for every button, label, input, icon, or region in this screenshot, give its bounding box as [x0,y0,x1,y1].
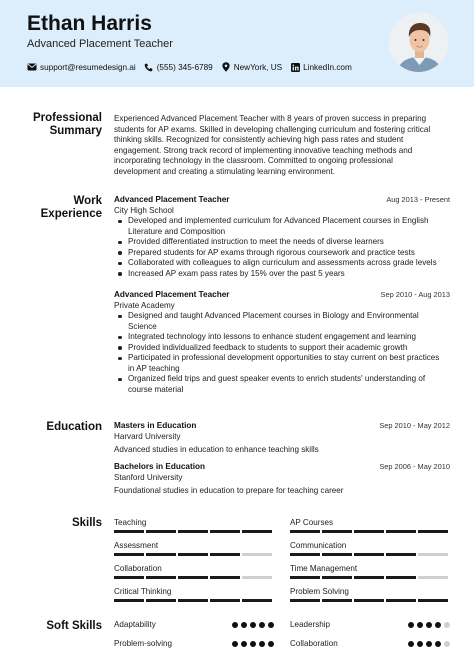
phone-icon [144,62,154,72]
soft-skill-level-dot [259,622,265,628]
skill-level-segment [210,576,240,579]
job-bullet: Developed and implemented curriculum for Advanced Placement courses in English Literature and Composition [114,216,450,237]
skill-level-segment [322,599,352,602]
soft-skill-level-dot [232,622,238,628]
soft-skill-level-dots [408,641,450,647]
soft-skill-level-dot [232,641,238,647]
skill-level-segment [386,553,416,556]
skill-level-segment [242,553,272,556]
soft-skill-item [290,639,450,648]
email-icon [27,62,37,72]
job-bullet: Provided differentiated instruction to meet the needs of diverse learners [114,237,450,248]
soft-skill-level-dot [417,622,423,628]
skill-level-segment [418,530,448,533]
skill-level-segment [114,599,144,602]
skill-item [290,541,450,556]
job-date: Aug 2013 - Present [386,195,450,204]
skill-level-segment [242,530,272,533]
experience-heading-line1: Work [73,195,102,207]
contact-email-text: support@resumedesign.ai [40,62,136,72]
edu-school: Stanford University [114,472,183,482]
contact-phone-text: (555) 345-6789 [156,62,213,72]
skill-level-bars [114,599,274,602]
soft-skill-item [114,639,274,648]
skill-item [114,541,274,556]
summary-heading-line2: Summary [49,125,102,137]
edu-school: Harvard University [114,431,181,441]
soft-skill-level-dot [426,641,432,647]
job-bullets [114,216,450,279]
summary-line: development and creating a stimulating learning environment. [114,166,335,176]
skill-level-bars [114,576,274,579]
edu-date: Sep 2006 - May 2010 [379,462,450,471]
skill-level-segment [242,599,272,602]
soft-skill-level-dot [444,641,450,647]
job-bullet: Prepared students for AP exams through rigorous coursework and practice tests [114,248,450,259]
skill-item [290,587,450,602]
skill-level-segment [178,576,208,579]
skill-name: Assessment [114,541,159,550]
education-heading: Education [46,421,102,433]
job-bullet: Participated in professional development opportunities to stay current on best practices in AP teaching [114,353,450,374]
skill-level-segment [386,530,416,533]
skill-level-bars [114,553,274,556]
skill-level-segment [114,530,144,533]
skill-name: Critical Thinking [114,587,172,596]
soft-skill-name: Collaboration [290,639,338,648]
skill-level-bars [290,553,450,556]
skill-name: Problem Solving [290,587,349,596]
soft-skill-level-dots [232,641,274,647]
soft-skill-item [114,620,274,629]
skill-level-segment [322,576,352,579]
contact-phone[interactable] [144,62,213,72]
skill-level-segment [146,530,176,533]
experience-heading-line2: Experience [40,208,102,220]
location-icon [221,62,231,72]
soft-skill-level-dot [444,622,450,628]
soft-skill-level-dots [408,622,450,628]
job-bullet: Collaborated with colleagues to align curriculum and assessments across grade levels [114,258,450,269]
skill-level-segment [386,599,416,602]
job-date: Sep 2010 - Aug 2013 [380,290,450,299]
candidate-title: Advanced Placement Teacher [27,38,173,50]
soft-skill-name: Leadership [290,620,331,629]
skill-level-segment [210,553,240,556]
edu-degree: Bachelors in Education [114,462,205,471]
job-bullet: Increased AP exam pass rates by 15% over the past 5 years [114,269,450,280]
summary-line: students for AP exams. Skilled in developing challenging curriculum and fostering critical [114,124,431,134]
skill-level-segment [290,530,320,533]
experience-job-1 [114,195,450,279]
soft-skill-level-dot [435,622,441,628]
soft-skill-level-dot [417,641,423,647]
skill-name: Time Management [290,564,358,573]
skill-item [290,518,450,533]
edu-desc: Foundational studies in education to prepare for teaching career [114,486,344,495]
skill-level-segment [178,530,208,533]
soft-skill-name: Problem-solving [114,639,173,648]
skills-heading: Skills [71,517,102,529]
soft-skill-level-dot [268,622,274,628]
skill-name: Teaching [114,518,147,527]
skill-level-bars [290,530,450,533]
skill-name: AP Courses [290,518,334,527]
skill-level-bars [114,530,274,533]
contact-linkedin-text: LinkedIn.com [303,62,352,72]
skill-level-segment [354,553,384,556]
skill-item [114,518,274,533]
contact-location-text: NewYork, US [233,62,283,72]
job-org: City High School [114,205,174,215]
skill-level-segment [146,599,176,602]
skill-item [290,564,450,579]
experience-heading [20,195,102,221]
job-bullets [114,311,450,395]
soft-skill-level-dot [250,622,256,628]
skill-item [114,564,274,579]
summary-heading [20,112,102,138]
job-org: Private Academy [114,300,175,310]
profile-photo [388,12,449,73]
job-bullet: Integrated technology into lessons to enhance student engagement and learning [114,332,450,343]
contact-location [221,62,282,72]
skill-name: Collaboration [114,564,162,573]
candidate-name: Ethan Harris [27,12,152,35]
skill-level-segment [354,576,384,579]
soft-skill-level-dot [408,641,414,647]
skill-level-segment [290,576,320,579]
soft-skill-name: Adaptability [114,620,156,629]
skill-level-bars [290,576,450,579]
soft-skill-level-dot [268,641,274,647]
education-item-1 [114,421,450,456]
summary-line: engagement. Strong track record of implementing innovative teaching methods and [114,145,413,155]
contact-bar [27,62,352,72]
job-role: Advanced Placement Teacher [114,290,230,299]
skill-item [114,587,274,602]
skill-level-segment [290,599,320,602]
job-bullet: Organized field trips and guest speaker events to enrich students' understanding of course material [114,374,450,395]
skill-level-segment [354,599,384,602]
soft-skill-level-dot [241,641,247,647]
edu-degree: Masters in Education [114,421,197,430]
edu-desc: Advanced studies in education to enhance teaching skills [114,445,319,454]
skill-level-bars [290,599,450,602]
linkedin-icon [290,62,300,72]
skill-level-segment [418,576,448,579]
soft-skill-level-dot [435,641,441,647]
soft-skill-level-dots [232,622,274,628]
soft-skill-level-dot [259,641,265,647]
contact-email[interactable] [27,62,136,72]
skill-level-segment [210,599,240,602]
skill-level-segment [322,553,352,556]
skill-name: Communication [290,541,347,550]
soft-skills-heading: Soft Skills [46,620,102,632]
experience-job-2 [114,290,450,395]
skill-level-segment [146,576,176,579]
skill-level-segment [178,553,208,556]
skill-level-segment [354,530,384,533]
skill-level-segment [146,553,176,556]
summary-text [114,114,450,177]
soft-skill-level-dot [408,622,414,628]
skill-level-segment [242,576,272,579]
education-item-2 [114,462,450,497]
summary-line: incorporating technology in the classroom. Committed to ongoing professional [114,156,393,165]
soft-skill-level-dot [250,641,256,647]
skill-level-segment [178,599,208,602]
soft-skill-level-dot [241,622,247,628]
skill-level-segment [114,576,144,579]
skill-level-segment [322,530,352,533]
summary-line: Experienced Advanced Placement Teacher with 8 years of proven success in preparing [114,114,427,123]
skill-level-segment [210,530,240,533]
soft-skill-level-dot [426,622,432,628]
job-bullet: Provided individualized feedback to students to support their academic growth [114,343,450,354]
skill-level-segment [290,553,320,556]
skill-level-segment [418,599,448,602]
summary-heading-line1: Professional [32,112,102,124]
edu-date: Sep 2010 - May 2012 [379,421,450,430]
soft-skill-item [290,620,450,629]
skill-level-segment [386,576,416,579]
skill-level-segment [114,553,144,556]
job-bullet: Designed and taught Advanced Placement courses in Biology and Environmental Science [114,311,450,332]
header-band [0,0,474,87]
contact-linkedin[interactable] [290,62,352,72]
skill-level-segment [418,553,448,556]
summary-line: thinking skills. Recognized for consistently achieving high pass rates and student [114,135,404,144]
job-role: Advanced Placement Teacher [114,195,230,204]
